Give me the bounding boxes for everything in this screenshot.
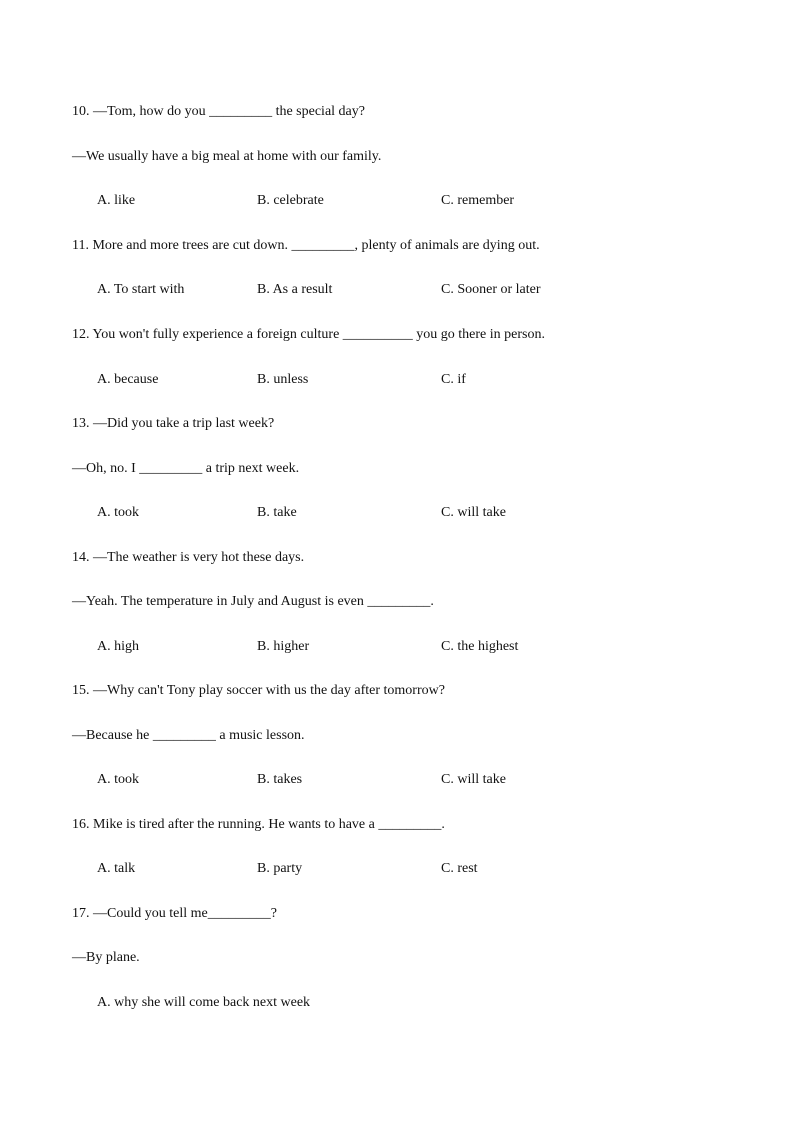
question-11-option-a: A. To start with xyxy=(97,282,185,297)
question-10-option-b: B. celebrate xyxy=(257,193,324,208)
question-17-stem: 17. —Could you tell me_________? xyxy=(72,906,277,921)
question-11-stem: 11. More and more trees are cut down. _________, plenty of animals are dying out. xyxy=(72,238,540,253)
question-15-stem: 15. —Why can't Tony play soccer with us the day after tomorrow? xyxy=(72,683,445,698)
question-16-option-c: C. rest xyxy=(441,861,478,876)
question-14-option-b: B. higher xyxy=(257,639,310,654)
question-10-reply: —We usually have a big meal at home with our family. xyxy=(72,149,382,164)
question-12-option-b: B. unless xyxy=(257,372,309,387)
question-13-reply: —Oh, no. I _________ a trip next week. xyxy=(72,461,300,476)
question-15-option-a: A. took xyxy=(97,772,139,787)
question-16-option-b: B. party xyxy=(257,861,303,876)
question-14-option-c: C. the highest xyxy=(441,639,519,654)
question-15-option-c: C. will take xyxy=(441,772,506,787)
question-11-option-c: C. Sooner or later xyxy=(441,282,541,297)
question-15-option-b: B. takes xyxy=(257,772,303,787)
question-11-option-b: B. As a result xyxy=(257,282,333,297)
question-15-reply: —Because he _________ a music lesson. xyxy=(72,728,305,743)
question-10-option-c: C. remember xyxy=(441,193,515,208)
question-14-option-a: A. high xyxy=(97,639,139,654)
question-10-option-a: A. like xyxy=(97,193,136,208)
question-17-option-a: A. why she will come back next week xyxy=(97,995,311,1010)
question-16-stem: 16. Mike is tired after the running. He wants to have a _________. xyxy=(72,817,445,832)
question-13-option-c: C. will take xyxy=(441,505,506,520)
question-16-option-a: A. talk xyxy=(97,861,136,876)
question-10-stem: 10. —Tom, how do you _________ the special day? xyxy=(72,104,365,119)
question-13-stem: 13. —Did you take a trip last week? xyxy=(72,416,275,431)
question-12-option-a: A. because xyxy=(97,372,159,387)
question-13-option-a: A. took xyxy=(97,505,139,520)
question-14-stem: 14. —The weather is very hot these days. xyxy=(72,550,305,565)
question-12-stem: 12. You won't fully experience a foreign culture __________ you go there in person. xyxy=(72,327,545,342)
question-12-option-c: C. if xyxy=(441,372,466,387)
question-14-reply: —Yeah. The temperature in July and August is even _________. xyxy=(72,594,434,609)
question-13-option-b: B. take xyxy=(257,505,297,520)
question-17-reply: —By plane. xyxy=(72,950,140,965)
